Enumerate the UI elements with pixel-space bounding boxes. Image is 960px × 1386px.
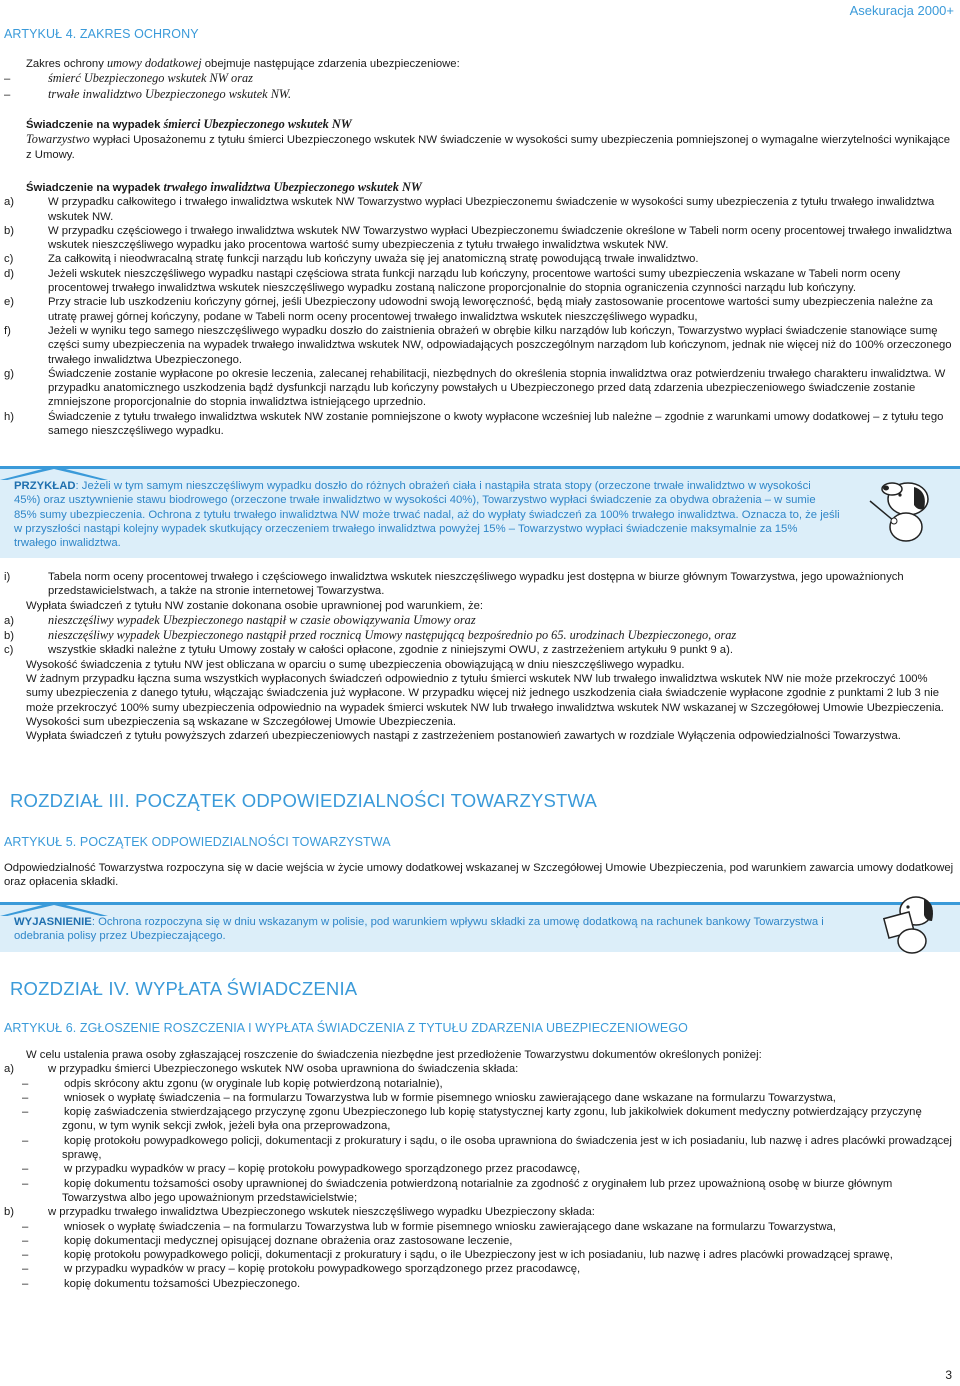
- explanation-label: WYJAŚNIENIE: [14, 916, 92, 928]
- example-text: : Jeżeli w tym samym nieszczęśliwym wypadku doszło do różnych obrażeń ciała i nastąpiła strata stopy (orzeczone trwałe inwalidztwo w wysokości 45%) oraz usztywnienie stawu biodrowego (orzeczone trwałe inwalidztwo w wysokości 40%), Towarzystwo wypłaci świadczenie za obydwa obrażenia – w sumie 85% sumy ubezpieczenia. Ochrona z tytułu trwałego inwalidztwa NW może trwać nadal, aż do wypłaty świadczeń za 100% trwałego inwalidztwa. Oznacza to, że jeśli w przyszłości nastąpi kolejny wypadek skutkujący orzeczeniem trwałego inwalidztwa powyżej 15% – Towarzystwo wypłaci świadczenie maksymalnie za 15% trwałego inwalidztwa.: [14, 480, 840, 550]
- art6-title: ARTYKUŁ 6. ZGŁOSZENIE ROSZCZENIA I WYPŁATA ŚWIADCZENIA Z TYTUŁU ZDARZENIA UBEZPIECZENIOWEGO: [4, 1021, 688, 1035]
- art4-remaining: i) Tabela norm oceny procentowej trwałego i częściowego inwalidztwa wskutek nieszczęśliwego wypadku jest dostępna w biurze głównym Towarzystwa, jego upoważnionych przedstawicielstwach, a także na stronie internetowej Towarzystwa. Wypłata świadczeń z tytułu NW zostanie dokonana osobie uprawnionej pod warunkiem, że: a) nieszczęśliwy wypadek Ubezpieczonego nastąpił w czasie obowiązywania Umowy oraz b) nieszczęśliwy wypadek Ubezpieczonego nastąpił przed rocznicą Umowy następującą bezpośrednio po 65. urodzinach Ubezpieczonego, oraz c) wszystkie składki należne z tytułu Umowy zostały w całości opłacone, zgodnie z niniejszymi OWU, z zastrzeżeniem artykułu 9 punkt 9 a). Wysokość świadczenia z tytułu NW jest obliczana w oparciu o sumę ubezpieczenia obowiązującą w dniu nieszczęśliwego wypadku. W żadnym przypadku łączna suma wszystkich wypłaconych świadczeń odpowiednio z tytułu śmierci wskutek NW lub trwałego inwalidztwa wskutek NW nie może przekroczyć 100% sumy ubezpieczenia z danego tytułu, włączając świadczenia już wypłacone. W przypadku więcej niż jednego uszkodzenia ciała świadczenie wypłacone zgodnie z punktami 2 lub 3 nie może przekroczyć 100% sumy ubezpieczenia odpowiednio na wypadek śmierci wskutek NW lub trwałego inwalidztwa wskutek NW wskazanej w Szczegółowej Umowie Ubezpieczenia. Wysokości sum ubezpieczenia są wskazane w Szczegółowej Umowie Ubezpieczenia. Wypłata świadczeń z tytułu powyższych zdarzeń ubezpieczeniowych nastąpi z zastrzeżeniem postanowień zawartych w rozdziale Wyłączenia odpowiedzialności Towarzystwa.: [4, 571, 944, 743]
- example-box: [0, 466, 960, 558]
- art5-body: Odpowiedzialność Towarzystwa rozpoczyna się w dacie wejścia w życie umowy dodatkowej wskazanej w Szczegółowej Umowie Ubezpieczenia, pod warunkiem zawarcia umowy dodatkowej oraz opłacenia składki.: [4, 862, 954, 889]
- page-number: 3: [945, 1367, 952, 1382]
- art6-body: W celu ustalenia prawa osoby zgłaszającej roszczenie do świadczenia niezbędne jest przedłożenie Towarzystwu dokumentów określonych poniżej: a) w przypadku śmierci Ubezpieczonego wskutek NW osoba uprawniona do świadczenia składa: – odpis skrócony aktu zgonu (w oryginale lub kopię potwierdzoną notarialnie), – wniosek o wypłatę świadczenia – na formularzu Towarzystwa lub w formie pisemnego wniosku zawierającego dane wskazane na formularzu Towarzystwa, – kopię zaświadczenia stwierdzającego przyczynę zgonu Ubezpieczonego lub kopię statystycznej karty zgonu, lub jakikolwiek dokument medyczny potwierdzający przyczynę zgonu, w tym wynik sekcji zwłok, jeżeli była ona przeprowadzona, – kopię protokołu powypadkowego policji, dokumentacji z prokuratury i sądu, o ile osoba uprawniona do świadczenia jest w ich posiadaniu, lub nazwę i adres placówki prowadzącej sprawę, – w przypadku wypadków w pracy – kopię protokołu powypadkowego sporządzonego przez pracodawcę, – kopię dokumentu tożsamości osoby uprawnionej do świadczenia potwierdzoną notarialnie za zgodność z oryginałem lub przez upoważnioną osobę w biurze głównym Towarzystwa albo jego upoważnionym przedstawicielstwie; b) w przypadku trwałego inwalidztwa Ubezpieczonego wskutek nieszczęśliwego wypadku Ubezpieczony składa: – wniosek o wypłatę świadczenia – na formularzu Towarzystwa lub w formie pisemnego wniosku zawierającego dane wskazane na formularzu Towarzystwa, – kopię dokumentacji medycznej opisującej doznane obrażenia oraz zastosowane leczenie, – kopię protokołu powypadkowego policji, dokumentacji z prokuratury i sądu, o ile Ubezpieczony jest w ich posiadaniu, lub nazwę i adres placówki prowadzącej sprawę, – w przypadku wypadków w pracy – kopię protokołu powypadkowego sporządzonego przez pracodawcę, – kopię dokumentu tożsamości Ubezpieczonego.: [4, 1049, 952, 1290]
- snoopy-reading-icon: [866, 881, 946, 957]
- brand-name: Asekuracja 2000+: [849, 3, 954, 18]
- explanation-text: : Ochrona rozpoczyna się w dniu wskazanym w polisie, pod warunkiem wpływu składki za umowę dodatkową na rachunek bankowy Towarzystwa i odebrania polisy przez Ubezpieczającego.: [14, 916, 824, 943]
- art4-point2: Świadczenie na wypadek śmierci Ubezpieczonego wskutek NW Towarzystwo wypłaci Uposażonemu z tytułu śmierci Ubezpieczonego wskutek NW świadczenie w wysokości sumy ubezpieczenia pomniejszonej o wymagalne wierzytelności wynikające z Umowy.: [26, 117, 950, 161]
- art4-point3: Świadczenie na wypadek trwałego inwalidztwa Ubezpieczonego wskutek NW a) W przypadku całkowitego i trwałego inwalidztwa wskutek NW Towarzystwo wypłaci Ubezpieczonemu świadczenie w wysokości sumy ubezpieczenia z tytułu trwałego inwalidztwa wskutek NW. b) W przypadku częściowego i trwałego inwalidztwa wskutek NW Towarzystwo wypłaci Ubezpieczonemu świadczenie określone w Tabeli norm oceny procentowej trwałego inwalidztwa wskutek nieszczęśliwego wypadku jako procentowa wartość sumy ubezpieczenia z tytułu trwałego inwalidztwa wskutek NW. c) Za całkowitą i nieodwracalną stratę funkcji narządu lub kończyny uważa się jej anatomiczną stratę powodującą trwałe inwalidztwo. d) Jeżeli wskutek nieszczęśliwego wypadku nastąpi częściowa strata funkcji narządu lub kończyny, procentowe wartości sumy ubezpieczenia wskazane w Tabeli norm oceny procentowej trwałego inwalidztwa wskutek nieszczęśliwego wypadku zostaną naliczone proporcjonalnie do stopnia ograniczenia czynności narządu lub kończyny. e) Przy stracie lub uszkodzeniu kończyny górnej, jeśli Ubezpieczony udowodni swoją leworęczność, będą miały zastosowanie procentowe wartości sumy ubezpieczenia należne za utratę prawej górnej kończyny, podane w Tabeli norm oceny procentowej trwałego inwalidztwa wskutek nieszczęśliwego wypadku, f) Jeżeli w wyniku tego samego nieszczęśliwego wypadku doszło do zaistnienia obrażeń w obrębie kilku narządów lub kończyn, Towarzystwo wypłaci świadczenie stanowiące sumę części sumy ubezpieczenia na wypadek trwałego inwalidztwa wskutek NW, odpowiadających poszczególnym narządom lub kończynom, jednak nie więcej niż do 100% orzeczonego trwałego inwalidztwa Ubezpieczonego. g) Świadczenie zostanie wypłacone po okresie leczenia, zalecanej rehabilitacji, niezbędnych do określenia stopnia inwalidztwa oraz potwierdzeniu trwałego charakteru inwalidztwa. W przypadku anatomicznego uszkodzenia bądź dysfunkcji narządu lub kończyny powstałych u Ubezpieczonego przed datą zdarzenia ubezpieczeniowego świadczenie zostanie zmniejszone proporcjonalnie do stopnia inwalidztwa istniejącego uprzednio. h) Świadczenie z tytułu trwałego inwalidztwa wskutek NW zostanie pomniejszone o kwoty wypłacone wcześniej lub należne – zgodnie z warunkami umowy dodatkowej – z tytułu tego samego nieszczęśliwego wypadku.: [4, 180, 952, 438]
- art5-title: ARTYKUŁ 5. POCZĄTEK ODPOWIEDZIALNOŚCI TOWARZYSTWA: [4, 835, 391, 849]
- chapter3-title: ROZDZIAŁ III. POCZĄTEK ODPOWIEDZIALNOŚCI TOWARZYSTWA: [10, 790, 598, 811]
- chapter4-title: ROZDZIAŁ IV. WYPŁATA ŚWIADCZENIA: [10, 978, 358, 999]
- snoopy-teacher-icon: [856, 461, 946, 545]
- art4-title: ARTYKUŁ 4. ZAKRES OCHRONY: [4, 27, 199, 41]
- explanation-box: [0, 902, 960, 952]
- example-label: PRZYKŁAD: [14, 480, 76, 492]
- art4-point1: Zakres ochrony umowy dodatkowej obejmuje następujące zdarzenia ubezpieczeniowe: – śmierć Ubezpieczonego wskutek NW oraz – trwałe inwalidztwo Ubezpieczonego wskutek NW.: [4, 56, 460, 101]
